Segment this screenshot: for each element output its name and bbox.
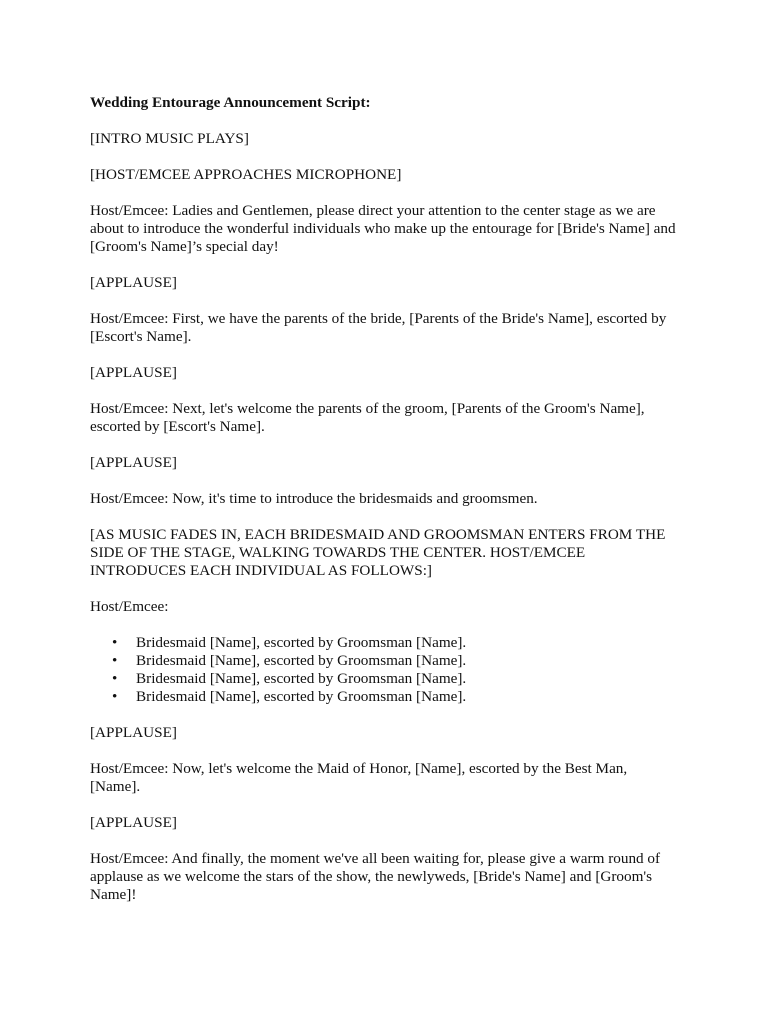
host-line: Host/Emcee: Now, let's welcome the Maid of Honor, [Name], escorted by the Best Man, [Name]. — [90, 760, 628, 795]
list-item-text: Bridesmaid [Name], escorted by Groomsman [Name]. — [136, 652, 467, 669]
stage-direction: [APPLAUSE] — [90, 454, 177, 471]
host-line: Host/Emcee: First, we have the parents of the bride, [Parents of the Bride's Name], escorted by [Escort's Name]. — [90, 310, 667, 345]
bullet-icon: • — [112, 634, 118, 651]
stage-direction: [APPLAUSE] — [90, 364, 177, 381]
list-item — [90, 670, 680, 688]
bullet-icon: • — [112, 670, 118, 687]
list-item-text: Bridesmaid [Name], escorted by Groomsman [Name]. — [136, 670, 467, 687]
list-item — [90, 688, 680, 706]
host-line: Host/Emcee: Ladies and Gentlemen, please direct your attention to the center stage as we are about to introduce the wonderful individuals who make up the entourage for [Bride's Name] and [Groom's Name]’s special day! — [90, 202, 676, 255]
stage-direction: [APPLAUSE] — [90, 724, 177, 741]
document-page — [90, 94, 680, 922]
host-line: Host/Emcee: — [90, 598, 169, 615]
stage-direction: [APPLAUSE] — [90, 274, 177, 291]
host-line: Host/Emcee: And finally, the moment we've all been waiting for, please give a warm round of applause as we welcome the stars of the show, the newlyweds, [Bride's Name] and [Groom's Name]! — [90, 850, 661, 903]
host-line: Host/Emcee: Next, let's welcome the parents of the groom, [Parents of the Groom's Name], escorted by [Escort's Name]. — [90, 400, 645, 435]
stage-direction: [APPLAUSE] — [90, 814, 177, 831]
host-line: Host/Emcee: Now, it's time to introduce the bridesmaids and groomsmen. — [90, 490, 538, 507]
document-title: Wedding Entourage Announcement Script: — [90, 94, 371, 111]
list-item-text: Bridesmaid [Name], escorted by Groomsman [Name]. — [136, 634, 467, 651]
list-item — [90, 634, 680, 652]
list-item — [90, 652, 680, 670]
list-item-text: Bridesmaid [Name], escorted by Groomsman [Name]. — [136, 688, 467, 705]
stage-direction: [AS MUSIC FADES IN, EACH BRIDESMAID AND GROOMSMAN ENTERS FROM THE SIDE OF THE STAGE, WALKING TOWARDS THE CENTER. HOST/EMCEE INTRODUCES EACH INDIVIDUAL AS FOLLOWS:] — [90, 526, 666, 579]
stage-direction: [HOST/EMCEE APPROACHES MICROPHONE] — [90, 166, 402, 183]
bullet-icon: • — [112, 688, 118, 705]
bullet-icon: • — [112, 652, 118, 669]
entourage-list — [90, 634, 680, 706]
stage-direction: [INTRO MUSIC PLAYS] — [90, 130, 249, 147]
